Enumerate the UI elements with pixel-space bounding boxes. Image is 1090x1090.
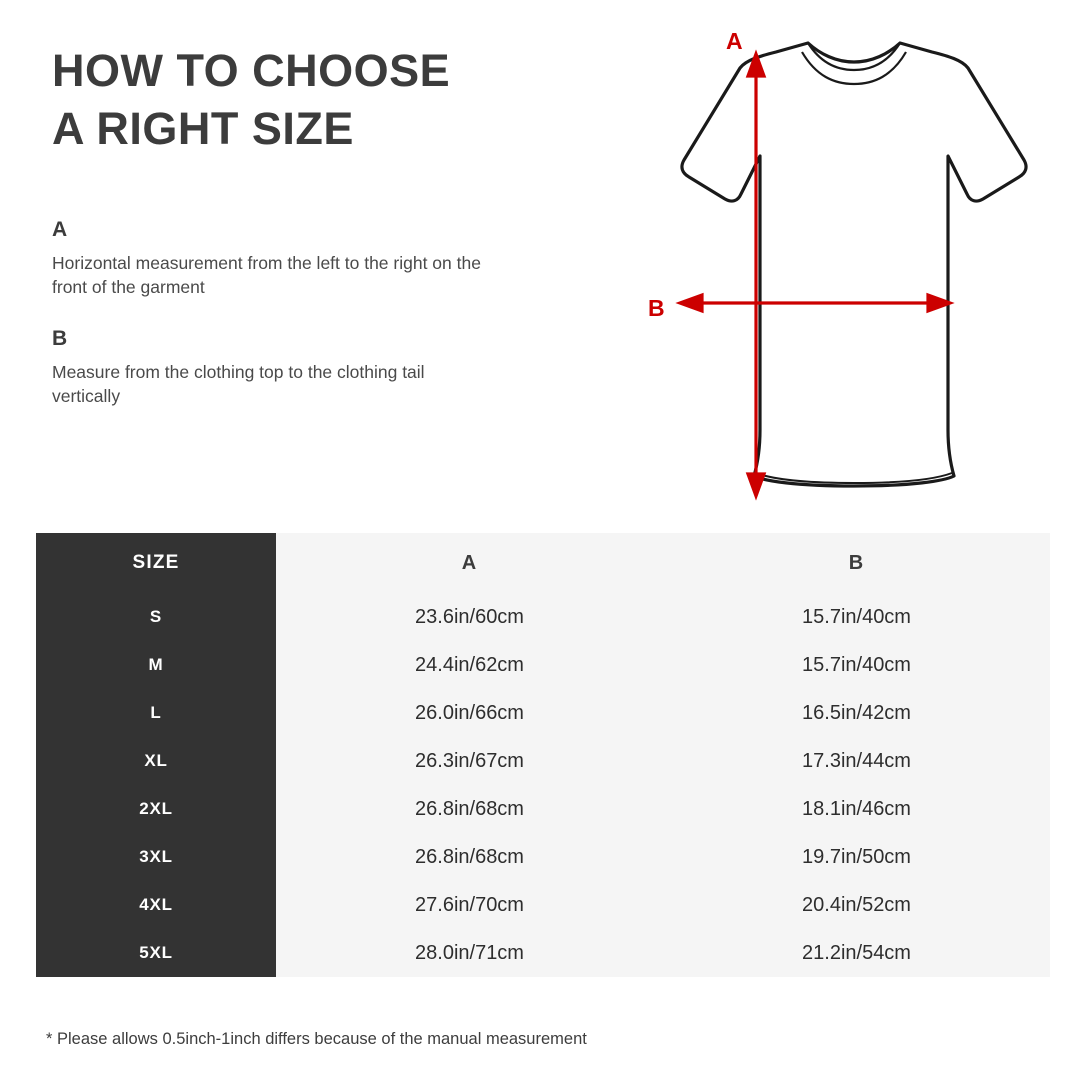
size-chart-table-wrapper bbox=[36, 533, 1050, 1005]
table-row bbox=[36, 593, 1050, 641]
row-value-a: 26.3in/67cm bbox=[276, 737, 663, 785]
column-header-size: SIZE bbox=[36, 533, 276, 593]
table-row bbox=[36, 737, 1050, 785]
row-size-label: M bbox=[36, 641, 276, 689]
legend-item-b bbox=[52, 327, 512, 408]
row-value-b: 19.7in/50cm bbox=[663, 833, 1050, 881]
tshirt-outline-icon bbox=[682, 43, 1026, 486]
table-row bbox=[36, 689, 1050, 737]
row-value-b: 18.1in/46cm bbox=[663, 785, 1050, 833]
row-value-a: 27.6in/70cm bbox=[276, 881, 663, 929]
table-row bbox=[36, 641, 1050, 689]
legend-key-b: B bbox=[52, 327, 68, 351]
row-value-a: 26.8in/68cm bbox=[276, 833, 663, 881]
row-size-label: XL bbox=[36, 737, 276, 785]
row-value-b: 16.5in/42cm bbox=[663, 689, 1050, 737]
page-title-line-2: A RIGHT SIZE bbox=[52, 102, 354, 154]
row-value-b: 20.4in/52cm bbox=[663, 881, 1050, 929]
row-value-b: 21.2in/54cm bbox=[663, 929, 1050, 977]
row-value-b: 17.3in/44cm bbox=[663, 737, 1050, 785]
column-header-a: A bbox=[276, 533, 663, 593]
row-value-b: 15.7in/40cm bbox=[663, 641, 1050, 689]
row-value-a: 28.0in/71cm bbox=[276, 929, 663, 977]
table-row bbox=[36, 881, 1050, 929]
row-value-a: 26.0in/66cm bbox=[276, 689, 663, 737]
row-size-label: 3XL bbox=[36, 833, 276, 881]
page-title bbox=[52, 42, 552, 157]
table-row bbox=[36, 929, 1050, 977]
size-chart-table bbox=[36, 533, 1050, 977]
row-value-b: 15.7in/40cm bbox=[663, 593, 1050, 641]
page-title-line-1: HOW TO CHOOSE bbox=[52, 45, 451, 96]
row-value-a: 24.4in/62cm bbox=[276, 641, 663, 689]
diagram-label-b: B bbox=[648, 295, 665, 321]
column-header-b: B bbox=[663, 533, 1050, 593]
legend-key-a: A bbox=[52, 218, 68, 241]
diagram-label-a: A bbox=[726, 28, 743, 54]
table-row bbox=[36, 785, 1050, 833]
row-value-a: 26.8in/68cm bbox=[276, 785, 663, 833]
row-size-label: 4XL bbox=[36, 881, 276, 929]
footnote: * Please allows 0.5inch-1inch differs because of the manual measurement bbox=[46, 1030, 587, 1048]
row-size-label: 5XL bbox=[36, 929, 276, 977]
row-size-label: S bbox=[36, 593, 276, 641]
table-row bbox=[36, 833, 1050, 881]
row-size-label: 2XL bbox=[36, 785, 276, 833]
row-value-a: 23.6in/60cm bbox=[276, 593, 663, 641]
row-size-label: L bbox=[36, 689, 276, 737]
tshirt-diagram bbox=[540, 10, 1080, 520]
legend-text-b: Measure from the clothing top to the clothing tail vertically bbox=[52, 362, 425, 406]
legend bbox=[52, 218, 512, 437]
legend-text-a: Horizontal measurement from the left to the right on the front of the garment bbox=[52, 253, 481, 297]
info-section bbox=[0, 0, 1090, 530]
table-header-row bbox=[36, 533, 1050, 593]
legend-item-a bbox=[52, 218, 512, 299]
